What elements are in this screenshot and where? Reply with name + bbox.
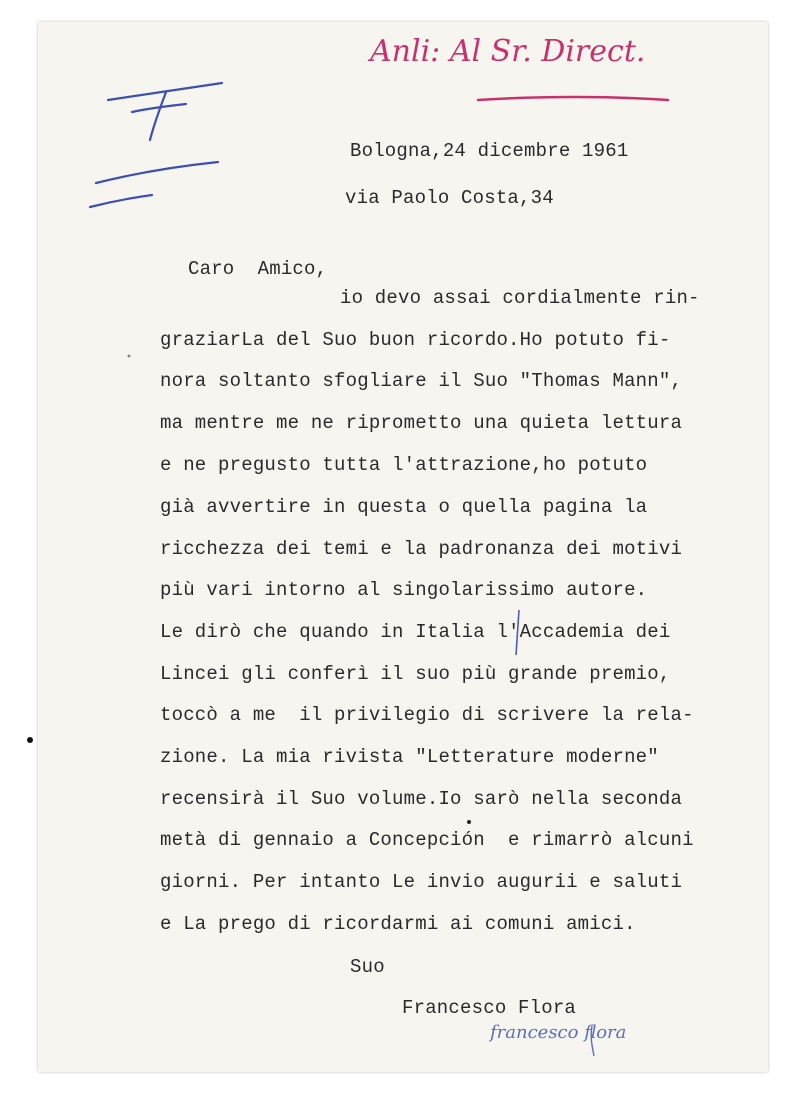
letter-f-mark [90,83,222,207]
letter-line: recensirà il Suo volume.Io sarò nella seconda [160,788,683,810]
header-annotation: Anli: Al Sr. Direct. [370,34,646,69]
letter-line: nora soltanto sfogliare il Suo "Thomas Mann", [160,370,683,392]
letter-line: metà di gennaio a Concepción e rimarrò alcuni [160,829,694,851]
letter-line: giorni. Per intanto Le invio augurii e saluti [160,871,683,893]
closing: Suo [350,956,385,978]
letter-line: ricchezza dei temi e la padronanza dei motivi [160,538,683,560]
handwritten-signature: francesco flora [490,1022,627,1043]
letter-line: io devo assai cordialmente rin- [340,287,700,309]
letter-line: e ne pregusto tutta l'attrazione,ho potuto [160,454,648,476]
stray-dot [467,820,471,824]
letter-line: Le dirò che quando in Italia l'Accademia dei [160,621,671,643]
date-line: Bologna,24 dicembre 1961 [350,140,629,162]
pink-underline [478,97,668,100]
stray-dot [128,355,131,358]
stray-dot [27,737,33,743]
typed-signature: Francesco Flora [402,997,577,1019]
letter-line: e La prego di ricordarmi ai comuni amici. [160,913,636,935]
letter-line: più vari intorno al singolarissimo autore. [160,579,648,601]
salutation: Caro Amico, [188,258,328,280]
letter-line: già avvertire in questa o quella pagina la [160,496,648,518]
letter-line: graziarLa del Suo buon ricordo.Ho potuto fi- [160,329,671,351]
address-line: via Paolo Costa,34 [345,187,554,209]
letter-line: toccò a me il privilegio di scrivere la rela- [160,704,694,726]
letter-line: zione. La mia rivista "Letterature moderne" [160,746,659,768]
letter-line: ma mentre me ne riprometto una quieta lettura [160,412,683,434]
letter-line: Lincei gli conferì il suo più grande premio, [160,663,671,685]
